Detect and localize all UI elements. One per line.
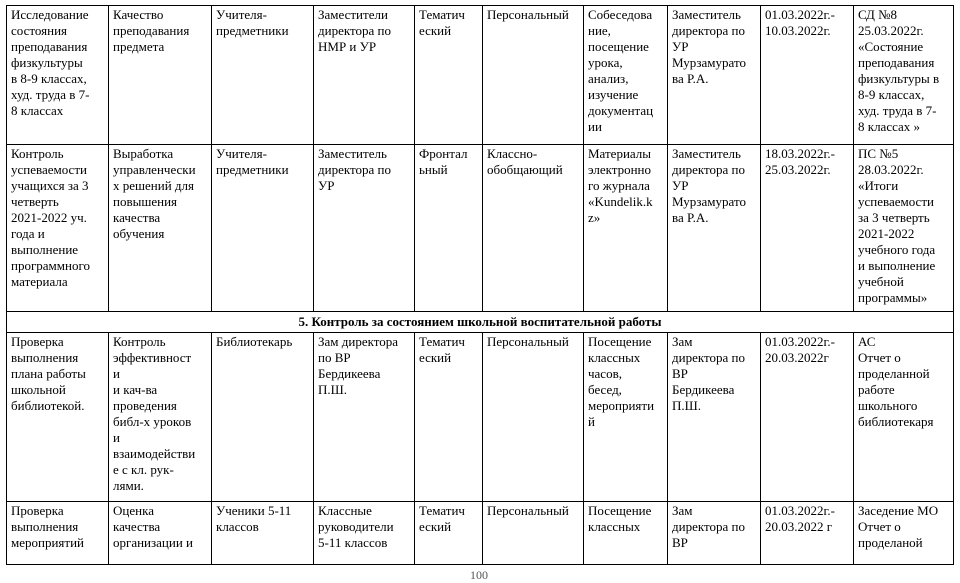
cell-line: Зам xyxy=(672,503,693,518)
cell-line: 01.03.2022г.- xyxy=(765,7,835,22)
cell-line: Отчет о xyxy=(858,519,901,534)
cell-line: Классные xyxy=(318,503,372,518)
cell-executor xyxy=(668,145,761,312)
cell-line: директора по xyxy=(318,23,391,38)
cell-line: предметники xyxy=(216,23,289,38)
cell-line: й xyxy=(588,414,595,429)
cell-line: Персональный xyxy=(487,503,569,518)
cell-result xyxy=(854,333,954,502)
cell-line: школьной xyxy=(11,382,66,397)
cell-line: предметники xyxy=(216,162,289,177)
cell-line: плана работы xyxy=(11,366,86,381)
cell-line: Посещение xyxy=(588,334,652,349)
cell-line: программного xyxy=(11,258,90,273)
cell-line: бесед, xyxy=(588,382,622,397)
cell-line: и xyxy=(113,366,120,381)
cell-line: 25.03.2022г. xyxy=(765,162,831,177)
cell-executor xyxy=(668,502,761,565)
table-row xyxy=(7,333,954,502)
cell-result xyxy=(854,145,954,312)
cell-type xyxy=(415,6,483,145)
cell-goal xyxy=(109,333,212,502)
cell-line: классных xyxy=(588,350,641,365)
cell-responsible xyxy=(314,145,415,312)
cell-line: ва Р.А. xyxy=(672,210,709,225)
cell-line: ПС №5 xyxy=(858,146,899,161)
table-body xyxy=(7,6,954,565)
cell-line: 5-11 классов xyxy=(318,535,388,550)
cell-line: Качество xyxy=(113,7,164,22)
cell-line: П.Ш. xyxy=(672,398,702,413)
cell-line: го журнала xyxy=(588,178,650,193)
cell-line: НМР и УР xyxy=(318,39,377,54)
cell-line: и выполнение xyxy=(858,258,936,273)
cell-line: Собеседова xyxy=(588,7,653,22)
cell-line: часов, xyxy=(588,366,622,381)
cell-line: 20.03.2022 г xyxy=(765,519,833,534)
cell-line: Заместитель xyxy=(672,146,741,161)
cell-line: Оценка xyxy=(113,503,154,518)
cell-line: проделанной xyxy=(858,366,930,381)
cell-result xyxy=(854,502,954,565)
cell-line: обучения xyxy=(113,226,165,241)
cell-line: 28.03.2022г. xyxy=(858,162,924,177)
cell-line: Заместитель xyxy=(672,7,741,22)
cell-line: 8 классах xyxy=(11,103,64,118)
cell-object xyxy=(212,145,314,312)
cell-line: за 3 четверть xyxy=(858,210,930,225)
cell-line: взаимодействи xyxy=(113,446,196,461)
cell-line: УР xyxy=(318,178,335,193)
cell-line: Персональный xyxy=(487,7,569,22)
cell-line: Классно- xyxy=(487,146,538,161)
cell-topic xyxy=(7,502,109,565)
cell-line: 2021-2022 уч. xyxy=(11,210,87,225)
section-heading: 5. Контроль за состоянием школьной воспитательной работы xyxy=(7,312,954,333)
cell-line: по ВР xyxy=(318,350,351,365)
cell-line: директора по xyxy=(672,519,745,534)
cell-form xyxy=(483,333,584,502)
cell-dates xyxy=(761,6,854,145)
cell-line: эффективност xyxy=(113,350,192,365)
cell-line: «Kundelik.k xyxy=(588,194,653,209)
cell-line: и кач-ва xyxy=(113,382,158,397)
cell-line: Заседение МО xyxy=(858,503,939,518)
table-row xyxy=(7,502,954,565)
cell-line: Исследование xyxy=(11,7,89,22)
cell-line: ВР xyxy=(672,366,688,381)
cell-line: худ. труда в 7- xyxy=(11,87,90,102)
cell-line: работе xyxy=(858,382,895,397)
cell-line: Учителя- xyxy=(216,7,267,22)
cell-line: анализ, xyxy=(588,71,629,86)
cell-method xyxy=(584,502,668,565)
table-row xyxy=(7,6,954,145)
cell-responsible xyxy=(314,6,415,145)
cell-line: библиотекой. xyxy=(11,398,85,413)
cell-form xyxy=(483,145,584,312)
cell-line: мероприяти xyxy=(588,398,655,413)
cell-line: повышения xyxy=(113,194,178,209)
cell-line: «Состояние xyxy=(858,39,924,54)
cell-line: Контроль xyxy=(113,334,166,349)
cell-goal xyxy=(109,502,212,565)
cell-line: библ-х уроков xyxy=(113,414,192,429)
cell-type xyxy=(415,502,483,565)
cell-line: Проверка xyxy=(11,503,64,518)
cell-line: предмета xyxy=(113,39,165,54)
cell-line: классов xyxy=(216,519,259,534)
section-row xyxy=(7,312,954,333)
cell-line: материала xyxy=(11,274,68,289)
cell-line: Контроль xyxy=(11,146,64,161)
cell-line: 01.03.2022г.- xyxy=(765,503,835,518)
cell-line: ВР xyxy=(672,535,688,550)
cell-line: Выработка xyxy=(113,146,174,161)
cell-line: Библиотекарь xyxy=(216,334,293,349)
cell-line: Тематич xyxy=(419,7,465,22)
cell-line: еский xyxy=(419,350,452,365)
cell-line: 18.03.2022г.- xyxy=(765,146,835,161)
cell-line: Проверка xyxy=(11,334,64,349)
cell-line: программы» xyxy=(858,290,928,305)
cell-method xyxy=(584,333,668,502)
cell-line: Посещение xyxy=(588,503,652,518)
cell-line: мероприятий xyxy=(11,535,84,550)
cell-line: Мурзамурато xyxy=(672,194,746,209)
cell-line: Отчет о xyxy=(858,350,901,365)
cell-executor xyxy=(668,6,761,145)
cell-line: 2021-2022 xyxy=(858,226,915,241)
cell-line: преподавания xyxy=(11,39,88,54)
cell-object xyxy=(212,333,314,502)
cell-line: учащихся за 3 xyxy=(11,178,89,193)
cell-line: Бердикеева xyxy=(318,366,381,381)
cell-line: ии xyxy=(588,119,602,134)
cell-line: директора по xyxy=(318,162,391,177)
cell-method xyxy=(584,6,668,145)
cell-topic xyxy=(7,145,109,312)
cell-line: 10.03.2022г. xyxy=(765,23,831,38)
cell-line: еский xyxy=(419,519,452,534)
cell-line: года и xyxy=(11,226,45,241)
cell-line: выполнения xyxy=(11,519,79,534)
cell-line: Материалы xyxy=(588,146,652,161)
cell-line: обобщающий xyxy=(487,162,563,177)
control-plan-table xyxy=(6,5,954,565)
cell-line: четверть xyxy=(11,194,59,209)
cell-line: в 8-9 классах, xyxy=(11,71,87,86)
cell-line: УР xyxy=(672,178,689,193)
cell-line: Ученики 5-11 xyxy=(216,503,292,518)
cell-line: организации и xyxy=(113,535,193,550)
cell-line: физкультуры xyxy=(11,55,83,70)
cell-object xyxy=(212,6,314,145)
cell-line: Персональный xyxy=(487,334,569,349)
cell-line: Заместитель xyxy=(318,146,387,161)
cell-line: Мурзамурато xyxy=(672,55,746,70)
cell-form xyxy=(483,6,584,145)
cell-line: документац xyxy=(588,103,654,118)
cell-line: 8 классах » xyxy=(858,119,921,134)
cell-line: изучение xyxy=(588,87,639,102)
cell-line: Учителя- xyxy=(216,146,267,161)
cell-line: z» xyxy=(588,210,601,225)
cell-line: управленчески xyxy=(113,162,196,177)
cell-line: Зам директора xyxy=(318,334,399,349)
cell-line: П.Ш. xyxy=(318,382,348,397)
cell-line: директора по xyxy=(672,23,745,38)
cell-line: Заместители xyxy=(318,7,388,22)
cell-line: 20.03.2022г xyxy=(765,350,829,365)
cell-line: х решений для xyxy=(113,178,195,193)
cell-line: 01.03.2022г.- xyxy=(765,334,835,349)
cell-line: Бердикеева xyxy=(672,382,735,397)
cell-line: лями. xyxy=(113,478,144,493)
cell-type xyxy=(415,145,483,312)
cell-line: еский xyxy=(419,23,452,38)
cell-line: успеваемости xyxy=(11,162,87,177)
cell-type xyxy=(415,333,483,502)
cell-goal xyxy=(109,6,212,145)
cell-executor xyxy=(668,333,761,502)
cell-line: посещение xyxy=(588,39,649,54)
cell-line: УР xyxy=(672,39,689,54)
cell-line: качества xyxy=(113,210,161,225)
cell-topic xyxy=(7,333,109,502)
page-number: 100 xyxy=(470,568,488,582)
cell-line: электронно xyxy=(588,162,652,177)
table-row xyxy=(7,145,954,312)
cell-line: и xyxy=(113,430,120,445)
cell-line: Фронтал xyxy=(419,146,468,161)
cell-line: учебного года xyxy=(858,242,936,257)
cell-line: Зам xyxy=(672,334,693,349)
cell-line: 25.03.2022г. xyxy=(858,23,924,38)
cell-line: директора по xyxy=(672,350,745,365)
cell-responsible xyxy=(314,502,415,565)
cell-line: выполнение xyxy=(11,242,79,257)
cell-responsible xyxy=(314,333,415,502)
cell-line: преподавания xyxy=(858,55,935,70)
cell-line: успеваемости xyxy=(858,194,934,209)
cell-line: состояния xyxy=(11,23,67,38)
cell-line: 8-9 классах, xyxy=(858,87,925,102)
cell-line: руководители xyxy=(318,519,394,534)
cell-line: урока, xyxy=(588,55,623,70)
cell-line: выполнения xyxy=(11,350,79,365)
cell-line: Тематич xyxy=(419,334,465,349)
cell-line: АС xyxy=(858,334,876,349)
cell-line: СД №8 xyxy=(858,7,898,22)
cell-line: худ. труда в 7- xyxy=(858,103,937,118)
cell-result xyxy=(854,6,954,145)
cell-line: Тематич xyxy=(419,503,465,518)
cell-line: преподавания xyxy=(113,23,190,38)
cell-line: ва Р.А. xyxy=(672,71,709,86)
cell-line: ние, xyxy=(588,23,611,38)
cell-line: «Итоги xyxy=(858,178,899,193)
cell-line: библиотекаря xyxy=(858,414,934,429)
cell-line: физкультуры в xyxy=(858,71,940,86)
cell-line: качества xyxy=(113,519,161,534)
cell-dates xyxy=(761,502,854,565)
cell-form xyxy=(483,502,584,565)
cell-line: классных xyxy=(588,519,641,534)
cell-dates xyxy=(761,145,854,312)
cell-line: школьного xyxy=(858,398,918,413)
cell-dates xyxy=(761,333,854,502)
cell-object xyxy=(212,502,314,565)
cell-line: проведения xyxy=(113,398,177,413)
cell-goal xyxy=(109,145,212,312)
cell-line: директора по xyxy=(672,162,745,177)
cell-method xyxy=(584,145,668,312)
cell-line: ьный xyxy=(419,162,448,177)
cell-line: учебной xyxy=(858,274,904,289)
cell-line: е с кл. рук- xyxy=(113,462,174,477)
cell-topic xyxy=(7,6,109,145)
cell-line: проделаной xyxy=(858,535,923,550)
